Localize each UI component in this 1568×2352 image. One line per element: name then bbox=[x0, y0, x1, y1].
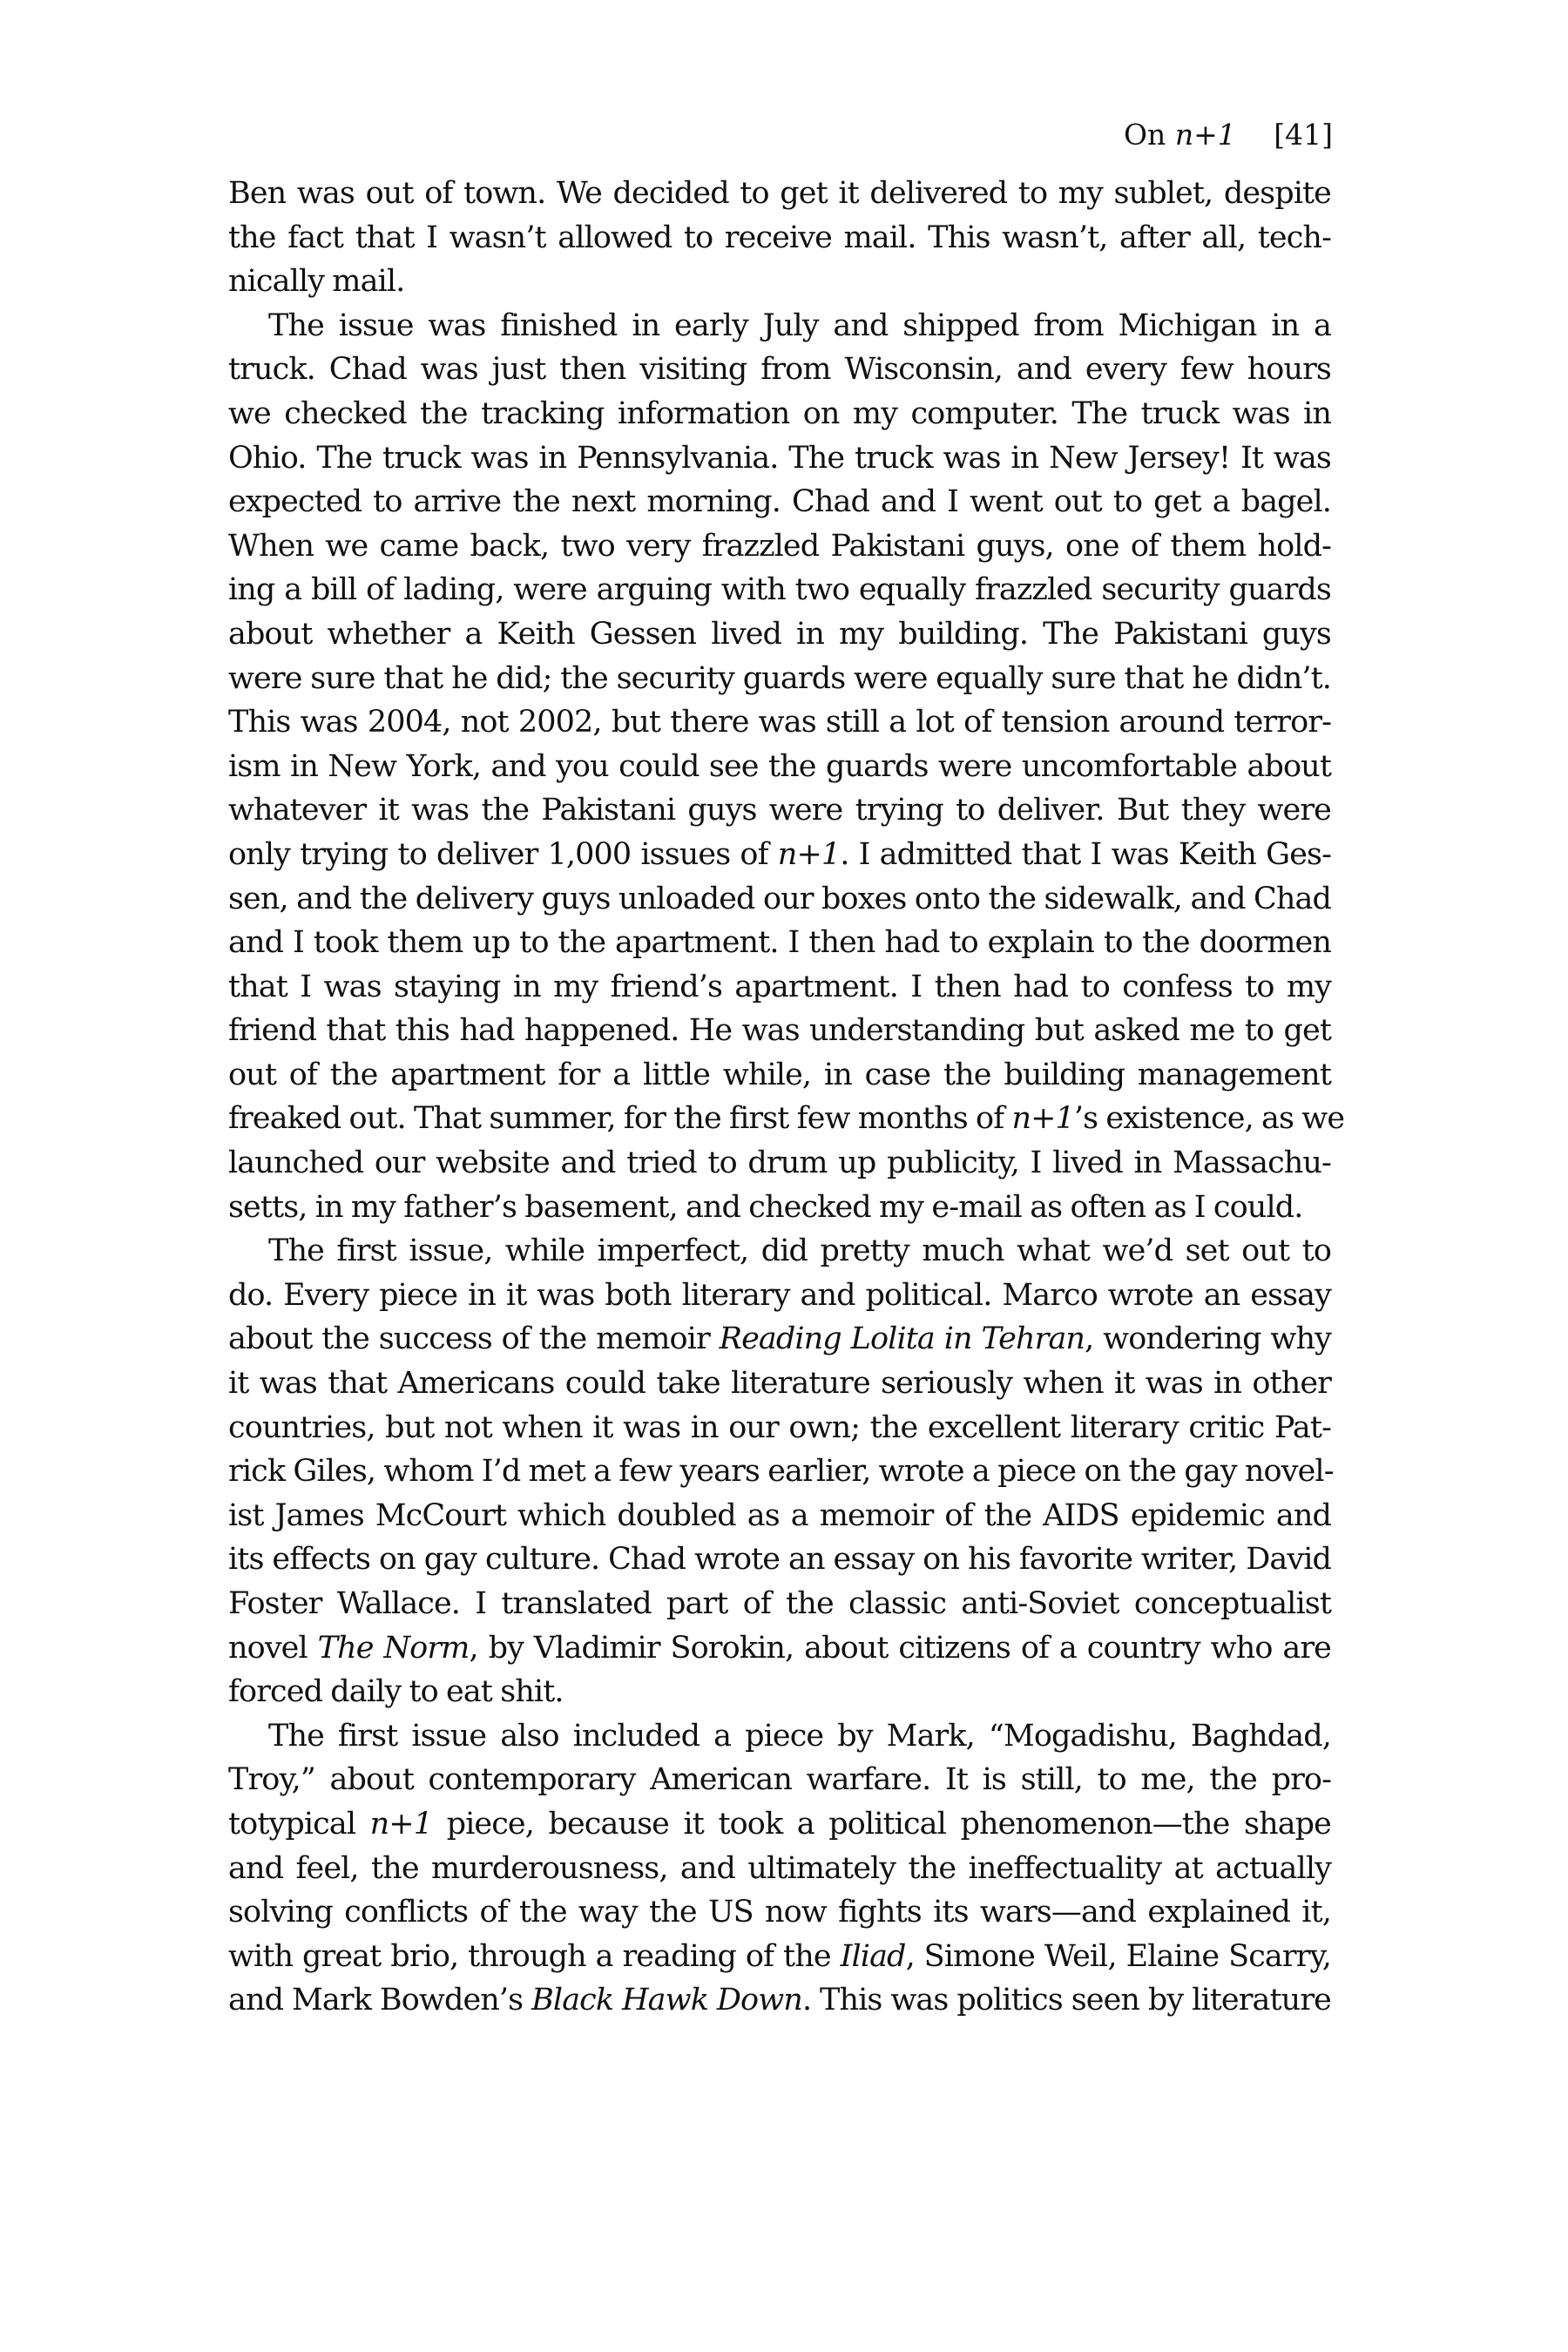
text-line: friend that this had happened. He was understanding but asked me to get bbox=[228, 1013, 1331, 1049]
text-line: do. Every piece in it was both literary and political. Marco wrote an essay bbox=[228, 1277, 1331, 1313]
text-line: with great brio, through a reading of the Iliad, Simone Weil, Elaine Scarry, bbox=[228, 1938, 1331, 1974]
paragraph bbox=[228, 1714, 1331, 2023]
italic-title: n+1 bbox=[777, 836, 841, 872]
text-line: the fact that I wasn’t allowed to receive mail. This wasn’t, after all, tech- bbox=[228, 220, 1331, 255]
text-line: ist James McCourt which doubled as a memoir of the AIDS epidemic and bbox=[228, 1497, 1331, 1533]
running-head-title-italic: n+1 bbox=[1174, 118, 1236, 152]
italic-title: n+1 bbox=[369, 1806, 433, 1842]
text-line: and Mark Bowden’s Black Hawk Down. This was politics seen by literature bbox=[228, 1983, 1331, 2018]
italic-title: Iliad bbox=[840, 1938, 906, 1974]
text-line: sen, and the delivery guys unloaded our boxes onto the sidewalk, and Chad bbox=[228, 881, 1331, 916]
text-line: and I took them up to the apartment. I then had to explain to the doormen bbox=[228, 925, 1331, 961]
text-line: countries, but not when it was in our own; the excellent literary critic Pat- bbox=[228, 1409, 1331, 1445]
text-line: forced daily to eat shit. bbox=[228, 1674, 564, 1710]
text-line: expected to arrive the next morning. Chad and I went out to get a bagel. bbox=[228, 484, 1331, 520]
text-line: only trying to deliver 1,000 issues of n+1. I admitted that I was Keith Ges- bbox=[228, 836, 1332, 872]
paragraph bbox=[228, 1229, 1334, 1714]
text-line: novel The Norm, by Vladimir Sorokin, about citizens of a country who are bbox=[228, 1630, 1331, 1666]
page-number: [41] bbox=[1274, 118, 1333, 152]
paragraph bbox=[228, 304, 1345, 1229]
italic-title: n+1 bbox=[1011, 1101, 1074, 1137]
text-line: out of the apartment for a little while, in case the building management bbox=[228, 1057, 1331, 1092]
italic-title: The Norm bbox=[317, 1630, 470, 1666]
text-line: This was 2004, not 2002, but there was still a lot of tension around terror- bbox=[228, 705, 1331, 740]
italic-title: Reading Lolita in Tehran bbox=[719, 1321, 1085, 1357]
text-line: and feel, the murderousness, and ultimately the ineffectuality at actually bbox=[228, 1850, 1331, 1886]
running-head-title bbox=[1124, 113, 1236, 157]
running-head bbox=[1124, 113, 1333, 157]
italic-title: Black Hawk Down bbox=[531, 1983, 802, 2018]
text-line: Ben was out of town. We decided to get it delivered to my sublet, despite bbox=[228, 176, 1331, 211]
body-text bbox=[228, 172, 1345, 2023]
text-line: Foster Wallace. I translated part of the classic anti-Soviet conceptualist bbox=[228, 1586, 1331, 1621]
running-head-title-prefix: On bbox=[1124, 118, 1175, 152]
text-line: setts, in my father’s basement, and checked my e-mail as often as I could. bbox=[228, 1189, 1303, 1225]
text-line: it was that Americans could take literature seriously when it was in other bbox=[228, 1366, 1331, 1402]
text-line: When we came back, two very frazzled Pakistani guys, one of them hold- bbox=[228, 528, 1331, 564]
text-line: ing a bill of lading, were arguing with two equally frazzled security guards bbox=[228, 572, 1331, 608]
text-line: The first issue, while imperfect, did pretty much what we’d set out to bbox=[268, 1233, 1331, 1269]
text-line: Ohio. The truck was in Pennsylvania. The truck was in New Jersey! It was bbox=[228, 440, 1331, 476]
text-line: The first issue also included a piece by Mark, “Mogadishu, Baghdad, bbox=[268, 1718, 1331, 1754]
paragraph bbox=[228, 172, 1331, 304]
text-line: nically mail. bbox=[228, 264, 405, 300]
text-line: truck. Chad was just then visiting from Wisconsin, and every few hours bbox=[228, 352, 1331, 388]
text-line: were sure that he did; the security guards were equally sure that he didn’t. bbox=[228, 660, 1331, 696]
text-line: about whether a Keith Gessen lived in my building. The Pakistani guys bbox=[228, 616, 1331, 652]
text-line: that I was staying in my friend’s apartment. I then had to confess to my bbox=[228, 969, 1331, 1004]
text-line: launched our website and tried to drum up publicity, I lived in Massachu- bbox=[228, 1146, 1331, 1181]
text-line: The issue was finished in early July and shipped from Michigan in a bbox=[268, 308, 1331, 343]
text-line: rick Giles, whom I’d met a few years earlier, wrote a piece on the gay novel- bbox=[228, 1454, 1334, 1490]
text-line: solving conflicts of the way the US now fights its wars—and explained it, bbox=[228, 1895, 1331, 1930]
text-line: ism in New York, and you could see the guards were uncomfortable about bbox=[228, 748, 1331, 784]
text-line: whatever it was the Pakistani guys were trying to deliver. But they were bbox=[228, 793, 1331, 828]
text-line: totypical n+1 piece, because it took a political phenomenon—the shape bbox=[228, 1806, 1331, 1842]
text-line: freaked out. That summer, for the first few months of n+1’s existence, as we bbox=[228, 1101, 1345, 1137]
text-line: Troy,” about contemporary American warfare. It is still, to me, the pro- bbox=[228, 1762, 1331, 1798]
text-line: its effects on gay culture. Chad wrote an essay on his favorite writer, David bbox=[228, 1542, 1331, 1578]
text-line: about the success of the memoir Reading Lolita in Tehran, wondering why bbox=[228, 1321, 1331, 1357]
text-line: we checked the tracking information on my computer. The truck was in bbox=[228, 395, 1331, 431]
